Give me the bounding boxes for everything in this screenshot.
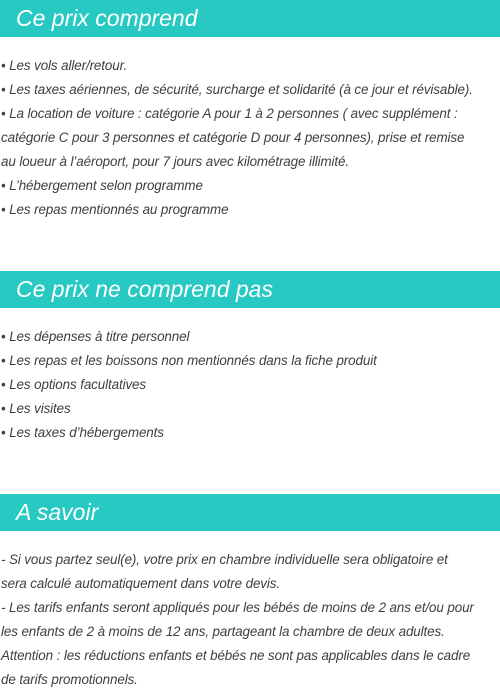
list-item: • Les taxes d’hébergements bbox=[1, 425, 164, 440]
list-item-continuation: catégorie C pour 3 personnes et catégorie D pour 4 personnes), prise et remise bbox=[1, 130, 465, 145]
list-item: • Les dépenses à titre personnel bbox=[1, 329, 190, 344]
section-title-included: Ce prix comprend bbox=[0, 0, 500, 37]
note-line: - Les tarifs enfants seront appliqués pour les bébés de moins de 2 ans et/ou pour bbox=[1, 600, 474, 615]
note-line: sera calculé automatiquement dans votre devis. bbox=[1, 576, 280, 591]
list-item: • La location de voiture : catégorie A pour 1 à 2 personnes ( avec supplément : bbox=[1, 106, 458, 121]
list-item: • Les visites bbox=[1, 401, 71, 416]
list-item: • Les options facultatives bbox=[1, 377, 147, 392]
section-body-included bbox=[1, 54, 500, 222]
section-body-to-know bbox=[1, 548, 500, 692]
section-body-not-included bbox=[1, 325, 500, 445]
list-item: • Les vols aller/retour. bbox=[1, 58, 128, 73]
list-item: • L’hébergement selon programme bbox=[1, 178, 203, 193]
list-item: • Les taxes aériennes, de sécurité, surcharge et solidarité (à ce jour et révisable). bbox=[1, 82, 473, 97]
list-item-continuation: au loueur à l’aéroport, pour 7 jours avec kilométrage illimité. bbox=[1, 154, 349, 169]
list-item: • Les repas mentionnés au programme bbox=[1, 202, 229, 217]
note-line: - Si vous partez seul(e), votre prix en chambre individuelle sera obligatoire et bbox=[1, 552, 448, 567]
note-line: de tarifs promotionnels. bbox=[1, 672, 138, 687]
note-line: les enfants de 2 à moins de 12 ans, partageant la chambre de deux adultes. bbox=[1, 624, 445, 639]
section-title-to-know: A savoir bbox=[0, 494, 500, 531]
list-item: • Les repas et les boissons non mentionnés dans la fiche produit bbox=[1, 353, 377, 368]
note-line: Attention : les réductions enfants et bébés ne sont pas applicables dans le cadre bbox=[1, 648, 471, 663]
section-title-not-included: Ce prix ne comprend pas bbox=[0, 271, 500, 308]
